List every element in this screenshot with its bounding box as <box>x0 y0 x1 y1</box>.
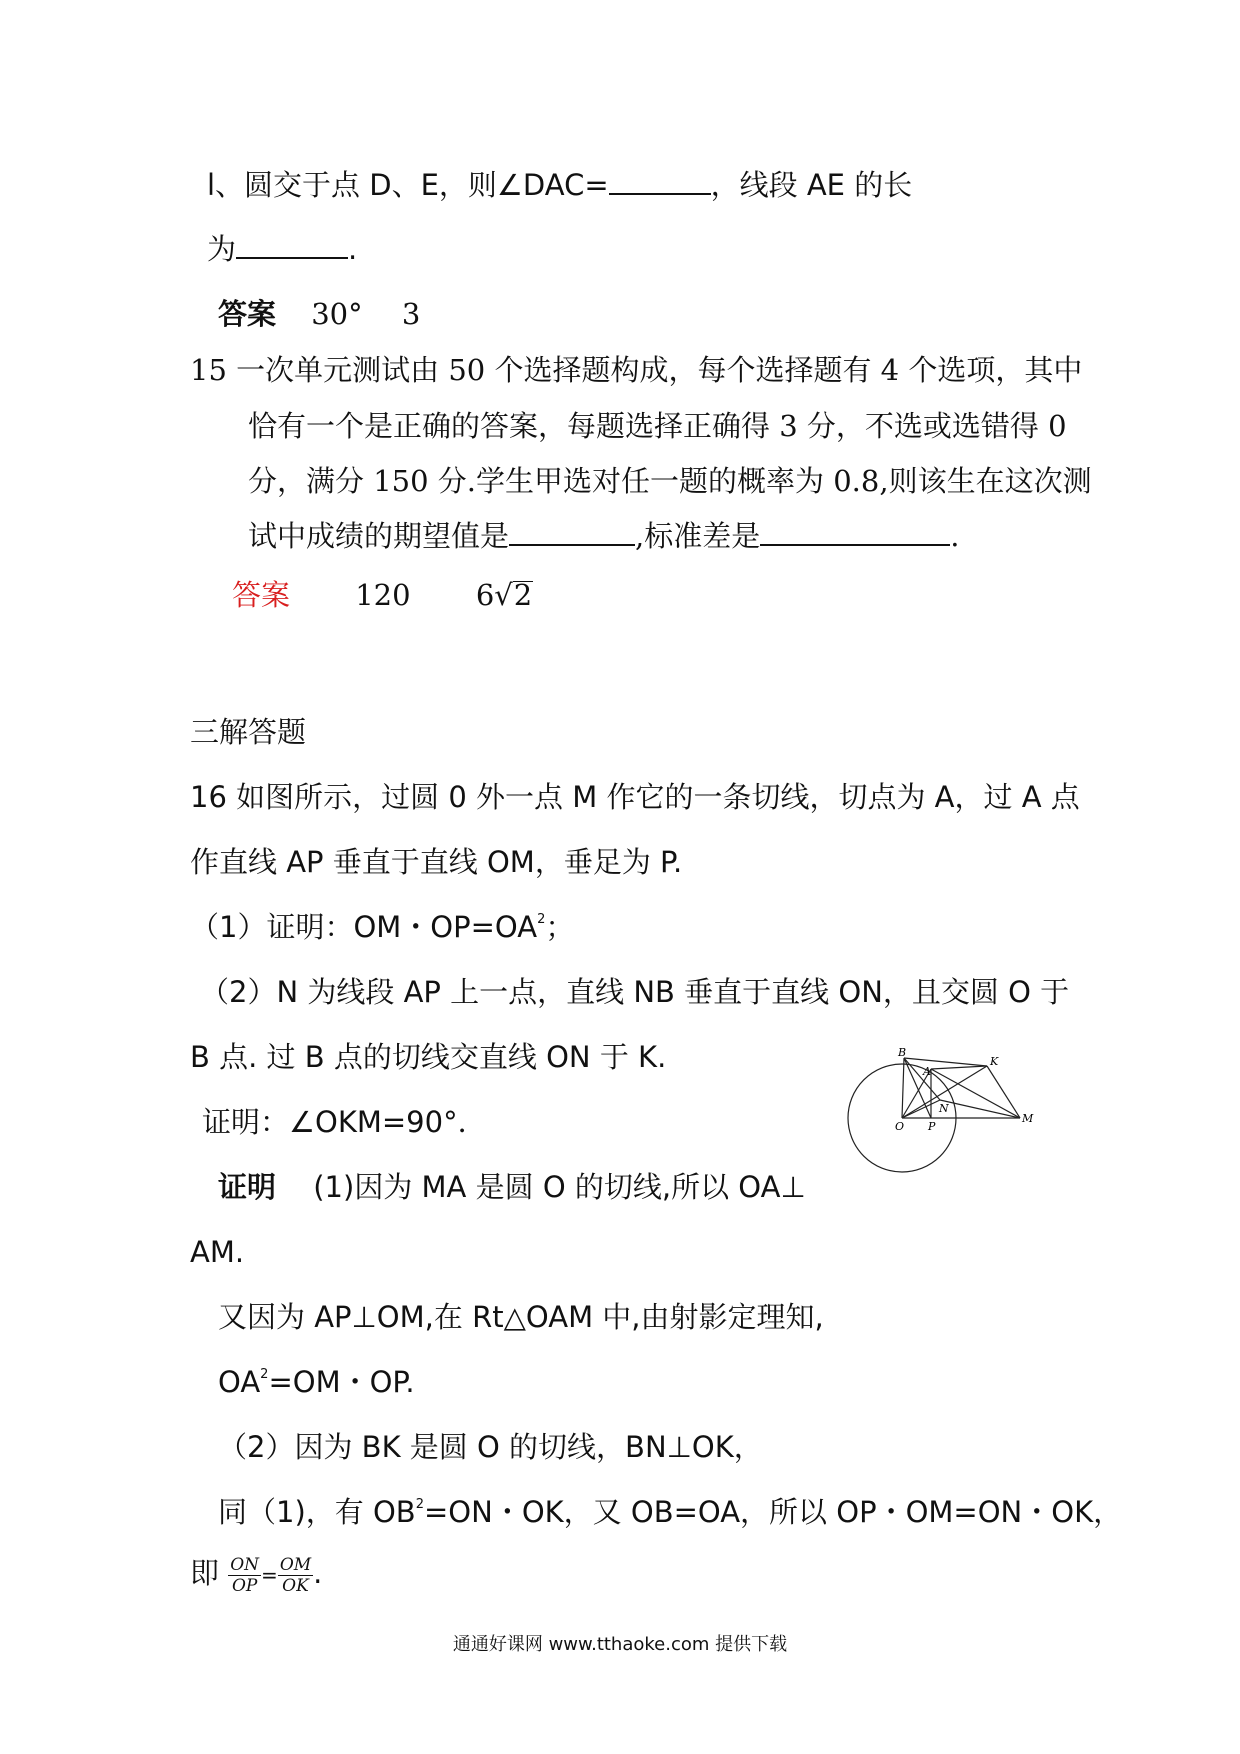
answer-value-1: 30° <box>311 297 363 331</box>
answer-value-1: 120 <box>355 578 411 612</box>
proof-line5 <box>218 1427 763 1467</box>
q14-line1 <box>207 165 912 205</box>
proof-line6-text-a: 同（1)，有 OB <box>218 1495 416 1529</box>
answer-blank <box>236 229 348 259</box>
q16-line1-text: 16 如图所示，过圆 0 外一点 M 作它的一条切线，切点为 A，过 A 点 <box>190 780 1080 814</box>
q14-line2-text-a: 为 <box>207 232 237 266</box>
proof-line2-text: AM. <box>190 1235 245 1269</box>
answer-label: 答案 <box>232 578 291 612</box>
q14-line1-text-b: ，线段 AE 的长 <box>710 168 913 202</box>
proof-line3-text: 又因为 AP⊥OM,在 Rt△OAM 中,由射影定理知, <box>218 1300 824 1334</box>
q16-part1 <box>190 907 574 947</box>
figure-label-A: A <box>923 1065 931 1078</box>
q16-part2-line2 <box>190 1037 666 1077</box>
proof-line3 <box>218 1297 824 1337</box>
sqrt-coefficient: 6 <box>475 578 495 612</box>
q16-line1 <box>190 777 1080 817</box>
proof-label: 证明 <box>218 1170 277 1204</box>
figure-label-N: N <box>939 1102 949 1115</box>
proof-line6 <box>218 1492 1122 1532</box>
answer-value-2 <box>476 578 533 612</box>
figure-label-K: K <box>990 1055 999 1068</box>
figure-line-OB <box>902 1058 904 1118</box>
answer-blank <box>760 516 950 546</box>
q14-answer <box>218 294 420 334</box>
figure-line-BK <box>904 1058 987 1066</box>
section-title-text: 三解答题 <box>190 715 307 749</box>
figure-label-B: B <box>898 1046 907 1059</box>
geometry-figure <box>840 1045 1040 1175</box>
proof-line2 <box>190 1232 244 1272</box>
figure-label-P: P <box>928 1120 936 1133</box>
q16-line2 <box>190 842 682 882</box>
q15-line4-text-a: 试中成绩的期望值是 <box>248 519 510 553</box>
answer-value-2: 3 <box>401 297 421 331</box>
answer-blank <box>509 516 635 546</box>
sqrt-radicand: 2 <box>513 578 533 612</box>
q15-line2-text: 恰有一个是正确的答案，每题选择正确得 3 分，不选或选错得 0 <box>248 409 1067 443</box>
section-title <box>190 712 306 752</box>
q14-line1-text-a: l、圆交于点 D、E，则∠DAC= <box>207 168 609 202</box>
q14-line2-text-b: . <box>348 232 358 266</box>
q15-line4 <box>248 516 959 556</box>
q16-part2-line3 <box>202 1102 487 1142</box>
proof-line5-text: （2）因为 BK 是圆 O 的切线，BN⊥OK， <box>218 1430 763 1464</box>
superscript: 2 <box>260 1367 269 1382</box>
q14-line2 <box>207 229 357 269</box>
proof-line1 <box>218 1167 806 1207</box>
proof-line6-text-b: =ON・OK，又 OB=OA，所以 OP・OM=ON・OK， <box>424 1495 1123 1529</box>
answer-blank <box>609 165 711 195</box>
q15-line1 <box>190 350 1082 390</box>
q16-line2-text: 作直线 AP 垂直于直线 OM，垂足为 P. <box>190 845 683 879</box>
q16-part2-line1-text: （2）N 为线段 AP 上一点，直线 NB 垂直于直线 ON，且交圆 O 于 <box>200 975 1070 1009</box>
superscript: 2 <box>537 912 546 927</box>
q15-line4-text-c: . <box>950 519 960 553</box>
q16-part1-text-b: ； <box>545 910 575 944</box>
q16-part2-line1 <box>200 972 1069 1012</box>
q15-line1-text: 15 一次单元测试由 50 个选择题构成，每个选择题有 4 个选项，其中 <box>190 353 1083 387</box>
fraction-on-over-op <box>228 1555 261 1596</box>
q15-answer <box>232 575 533 615</box>
fraction-denominator: OP <box>231 1575 258 1596</box>
figure-line-AK <box>931 1066 987 1069</box>
q15-line4-text-b: ,标准差是 <box>635 519 761 553</box>
figure-label-M: M <box>1022 1112 1034 1125</box>
q16-part2-line3-text: 证明：∠OKM=90°． <box>202 1105 487 1139</box>
footer-text: 通通好课网 www.tthaoke.com 提供下载 <box>452 1634 788 1655</box>
proof-line4-text-b: =OM・OP. <box>268 1365 415 1399</box>
figure-line-KM <box>987 1066 1020 1118</box>
proof-line4-text-a: OA <box>218 1365 261 1399</box>
fraction-numerator: OM <box>279 1554 312 1575</box>
sqrt-symbol: √2 <box>494 578 533 612</box>
figure-label-O: O <box>895 1120 905 1133</box>
q16-part1-text-a: （1）证明：OM・OP=OA <box>190 910 538 944</box>
proof-line7 <box>190 1553 322 1596</box>
figure-line-BN <box>904 1058 940 1100</box>
proof-line4 <box>218 1362 415 1402</box>
q15-line3 <box>248 461 1092 501</box>
fraction-denominator: OK <box>282 1575 309 1596</box>
figure-line-NM <box>940 1100 1020 1118</box>
proof-line7-prefix: 即 <box>190 1556 220 1590</box>
q16-part2-line2-text: B 点. 过 B 点的切线交直线 ON 于 K. <box>190 1040 667 1074</box>
q15-line2 <box>248 406 1067 446</box>
answer-label: 答案 <box>218 297 277 331</box>
proof-line1-text: (1)因为 MA 是圆 O 的切线,所以 OA⊥ <box>313 1170 806 1204</box>
fraction-numerator: ON <box>230 1554 260 1575</box>
proof-line7-end: . <box>313 1556 323 1590</box>
superscript: 2 <box>415 1497 424 1512</box>
page-footer <box>0 1630 1240 1656</box>
equals-sign: = <box>261 1563 278 1587</box>
q15-line3-text: 分，满分 150 分.学生甲选对任一题的概率为 0.8,则该生在这次测 <box>248 464 1092 498</box>
fraction-om-over-ok <box>278 1555 313 1596</box>
